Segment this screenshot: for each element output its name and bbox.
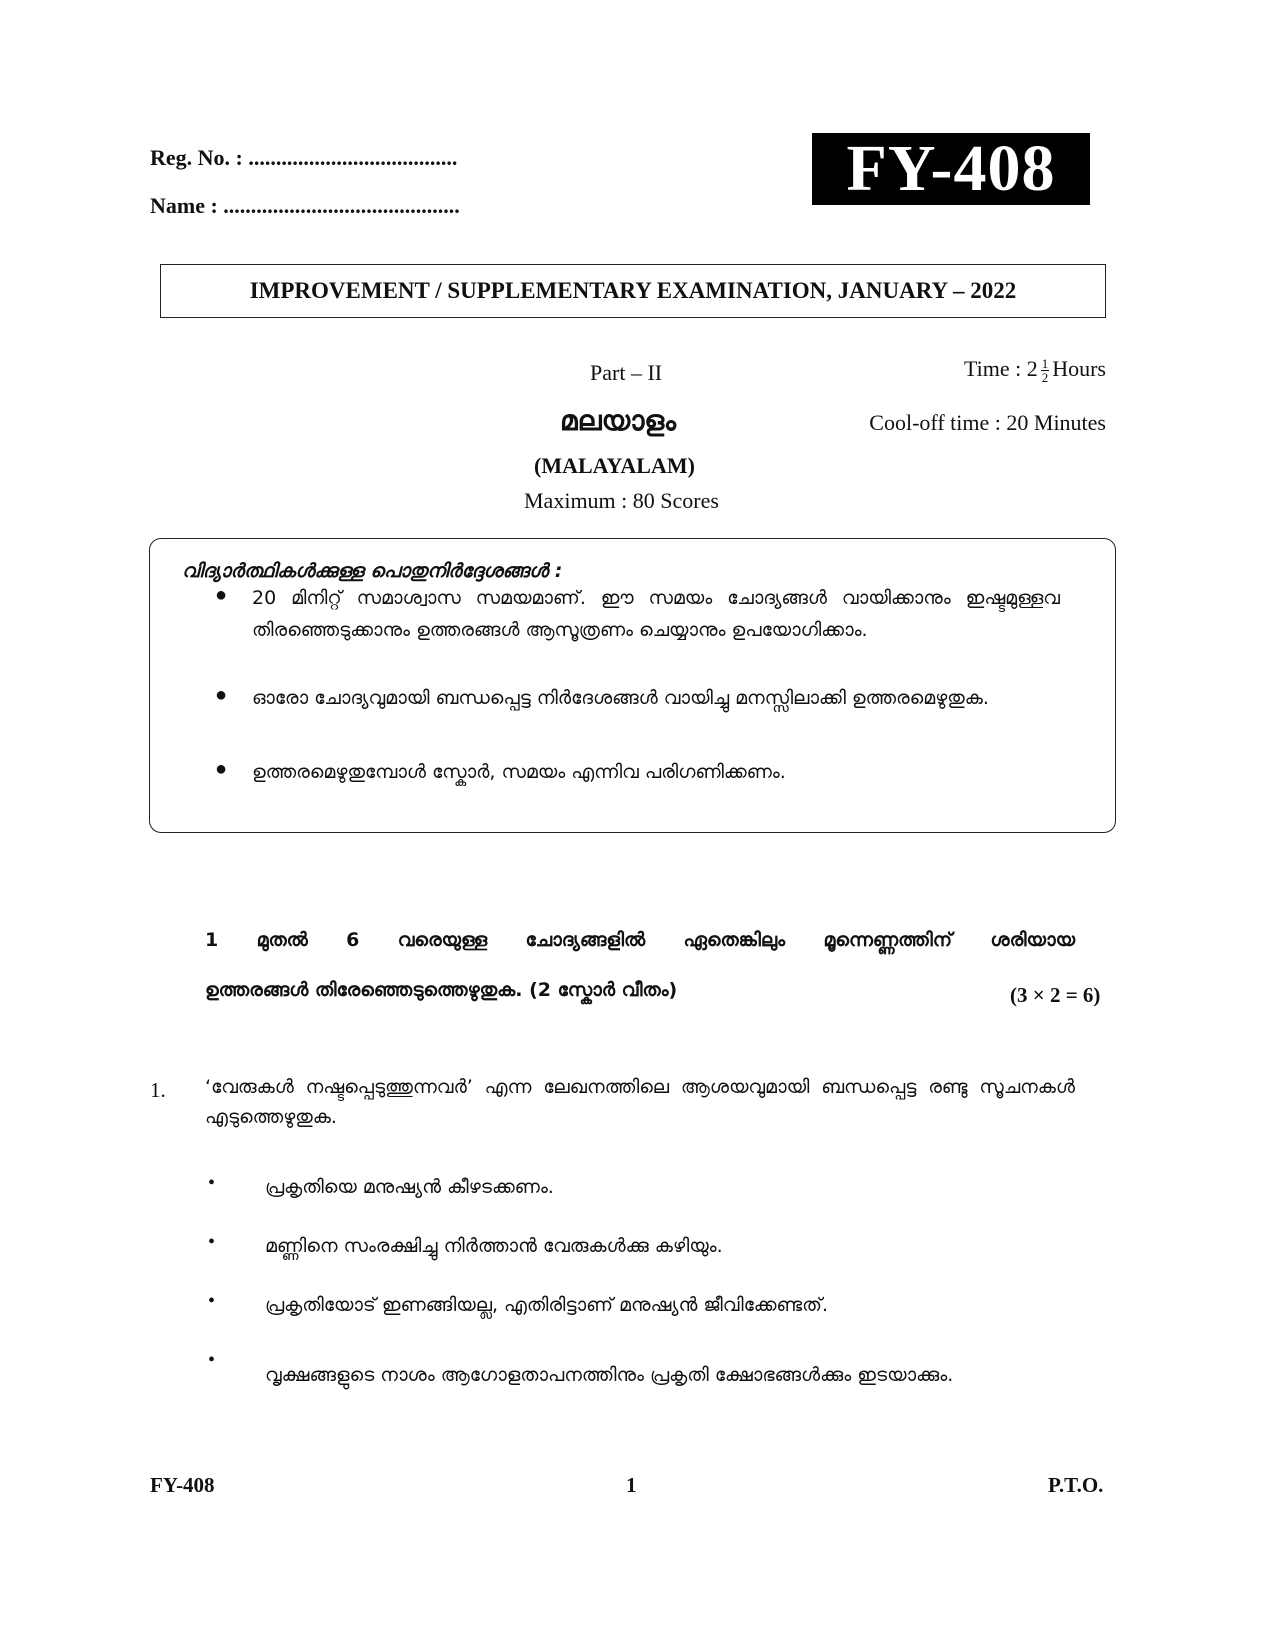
time-fraction-numerator: 1 <box>1041 356 1049 372</box>
maximum-scores: Maximum : 80 Scores <box>524 488 719 513</box>
section-score-ratio: (3 × 2 = 6) <box>1010 983 1101 1007</box>
time-suffix: Hours <box>1052 356 1106 381</box>
bullet-icon: • <box>208 1290 216 1312</box>
instruction-item: ഉത്തരമെഴുതുമ്പോൾ സ്കോർ, സമയം എന്നിവ പരിഗണിക്കണം. <box>252 761 786 783</box>
bullet-icon: ● <box>215 684 228 706</box>
time-fraction <box>1041 357 1050 384</box>
question-text: ‘വേരുകൾ നഷ്ടപ്പെടുത്തുന്നവർ’ എന്ന ലേഖനത്തിലെ ആശയവുമായി ബന്ധപ്പെട്ട രണ്ടു സൂചനകൾ എടുത്തെഴുതുക. <box>205 1076 1075 1128</box>
reg-no-field: Reg. No. : ...................................... <box>150 145 458 170</box>
instruction-item: 20 മിനിറ്റ് സമാശ്വാസ സമയമാണ്. ഈ സമയം ചോദ്യങ്ങൾ വായിക്കാനും ഇഷ്ടമുള്ളവ തിരഞ്ഞെടുക്കാനും ഉത്തരങ്ങൾ ആസൂത്രണം ചെയ്യാനും ഉപയോഗിക്കാം. <box>252 587 1060 641</box>
section-instruction-line2: ഉത്തരങ്ങൾ തിരേഞ്ഞെടുത്തെഴുതുക. (2 സ്കോർ വീതം) <box>205 979 678 1001</box>
footer-paper-code: FY-408 <box>150 1473 215 1497</box>
cooloff-time: Cool-off time : 20 Minutes <box>869 410 1106 435</box>
time-prefix: Time : 2 <box>963 356 1038 381</box>
bullet-icon: ● <box>215 758 228 780</box>
bullet-icon: ● <box>215 584 228 606</box>
part-label: Part – II <box>590 360 663 385</box>
subject-english: (MALAYALAM) <box>534 453 695 478</box>
answer-option: പ്രകൃതിയോട് ഇണങ്ങിയല്ല, എതിരിട്ടാണ് മനുഷ്യൻ ജീവിക്കേണ്ടത്. <box>265 1294 829 1316</box>
instructions-heading: വിദ്യാർത്ഥികൾക്കുള്ള പൊതുനിർദ്ദേശങ്ങൾ : <box>182 560 563 582</box>
answer-option: വൃക്ഷങ്ങളുടെ നാശം ആഗോളതാപനത്തിനും പ്രകൃതി ക്ഷോഭങ്ങൾക്കും ഇടയാക്കും. <box>265 1364 954 1386</box>
answer-option: പ്രകൃതിയെ മനുഷ്യൻ കീഴടക്കണം. <box>265 1176 554 1198</box>
page-number: 1 <box>626 1473 637 1497</box>
exam-title: IMPROVEMENT / SUPPLEMENTARY EXAMINATION, JANUARY – 2022 <box>160 264 1106 318</box>
please-turn-over: P.T.O. <box>1048 1473 1104 1497</box>
bullet-icon: • <box>208 1172 216 1194</box>
answer-option: മണ്ണിനെ സംരക്ഷിച്ചു നിർത്താൻ വേരുകൾക്കു കഴിയും. <box>265 1235 723 1257</box>
subject-malayalam: മലയാളം <box>560 404 677 437</box>
section-instruction-line1: 1 മുതൽ 6 വരെയുള്ള ചോദ്യങ്ങളിൽ ഏതെങ്കിലും മൂന്നെണ്ണത്തിന് ശരിയായ <box>205 929 1075 951</box>
name-field: Name : ........................................... <box>150 193 460 218</box>
question-number: 1. <box>150 1078 166 1102</box>
time-label <box>880 356 1106 384</box>
paper-code-badge: FY-408 <box>812 133 1090 205</box>
time-fraction-denominator: 2 <box>1041 370 1049 386</box>
bullet-icon: • <box>208 1349 216 1371</box>
bullet-icon: • <box>208 1231 216 1253</box>
instruction-item: ഓരോ ചോദ്യവുമായി ബന്ധപ്പെട്ട നിർദേശങ്ങൾ വായിച്ചു മനസ്സിലാക്കി ഉത്തരമെഴുതുക. <box>252 687 989 709</box>
